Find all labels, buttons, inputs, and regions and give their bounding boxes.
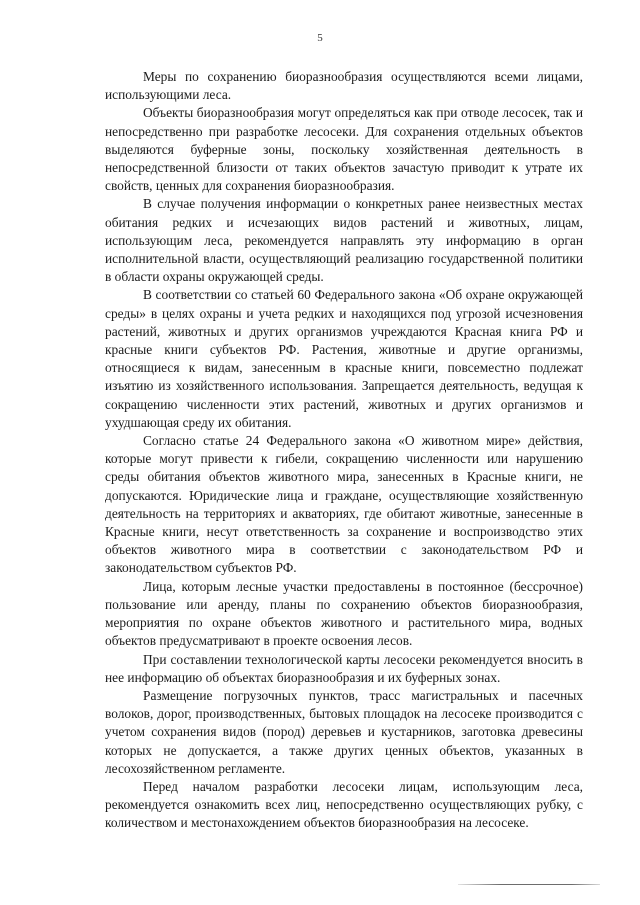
paragraph-development-project: Лица, которым лесные участки предоставлены в постоянное (бессрочное) пользование или аренду, планы по сохранению объектов биоразнообразия, мероприятия по охране объектов животного и растительного мира, водных объектов предусматривают в проекте освоения лесов. bbox=[105, 578, 583, 649]
paragraph-technological-map: При составлении технологической карты лесосеки рекомендуется вносить в нее информацию об объектах биоразнообразия и их буферных зонах. bbox=[105, 651, 583, 685]
footer-rule bbox=[458, 884, 600, 885]
document-body bbox=[105, 68, 583, 833]
paragraph-habitat-reporting: В случае получения информации о конкретных ранее неизвестных местах обитания редких и исчезающих видов растений и животных, лицам, использующим леса, рекомендуется направлять эту информацию в орган исполнительной власти, осуществляющий реализацию государственной политики в области охраны окружающей среды. bbox=[105, 196, 583, 285]
paragraph-site-placement: Размещение погрузочных пунктов, трасс магистральных и пасечных волоков, дорог, производственных, бытовых площадок на лесосеке производится с учетом сохранения видов (пород) деревьев и кустарников, заготовка древесины которых не допускается, а также других ценных объектов, указанных в лесохозяйственном регламенте. bbox=[105, 687, 583, 776]
paragraph-worker-briefing: Перед началом разработки лесосеки лицам, использующим леса, рекомендуется ознакомить всех лиц, непосредственно осуществляющих рубку, с количеством и местонахождением объектов биоразнообразия на лесосеке. bbox=[105, 778, 583, 831]
paragraph-animal-world-article-24: Согласно статье 24 Федерального закона «О животном мире» действия, которые могут привести к гибели, сокращению численности или нарушению среды обитания объектов животного мира, занесенных в Красные книги, не допускаются. Юридические лица и граждане, осуществляющие хозяйственную деятельность на территориях и акваториях, где обитают животные, занесенные в Красные книги, несут ответственность за сохранение и воспроизводство этих объектов животного мира в соответствии с законодательством РФ и законодательством субъектов РФ. bbox=[105, 433, 583, 576]
paragraph-biodiversity-measures: Меры по сохранению биоразнообразия осуществляются всеми лицами, использующими леса. bbox=[105, 69, 583, 103]
paragraph-buffer-zones: Объекты биоразнообразия могут определяться как при отводе лесосек, так и непосредственно при разработке лесосеки. Для сохранения отдельных объектов выделяются буферные зоны, поскольку хозяйственная деятельность в непосредственной близости от таких объектов зачастую приводит к утрате их свойств, ценных для сохранения биоразнообразия. bbox=[105, 105, 583, 194]
paragraph-red-book-article-60: В соответствии со статьей 60 Федерального закона «Об охране окружающей среды» в целях охраны и учета редких и находящихся под угрозой исчезновения растений, животных и других организмов учреждаются Красная книга РФ и красные книги субъектов РФ. Растения, животные и другие организмы, относящиеся к видам, занесенным в красные книги, повсеместно подлежат изъятию из хозяйственного использования. Запрещается деятельность, ведущая к сокращению численности этих растений, животных и других организмов и ухудшающая среду их обитания. bbox=[105, 287, 583, 430]
page-number: 5 bbox=[317, 32, 323, 44]
